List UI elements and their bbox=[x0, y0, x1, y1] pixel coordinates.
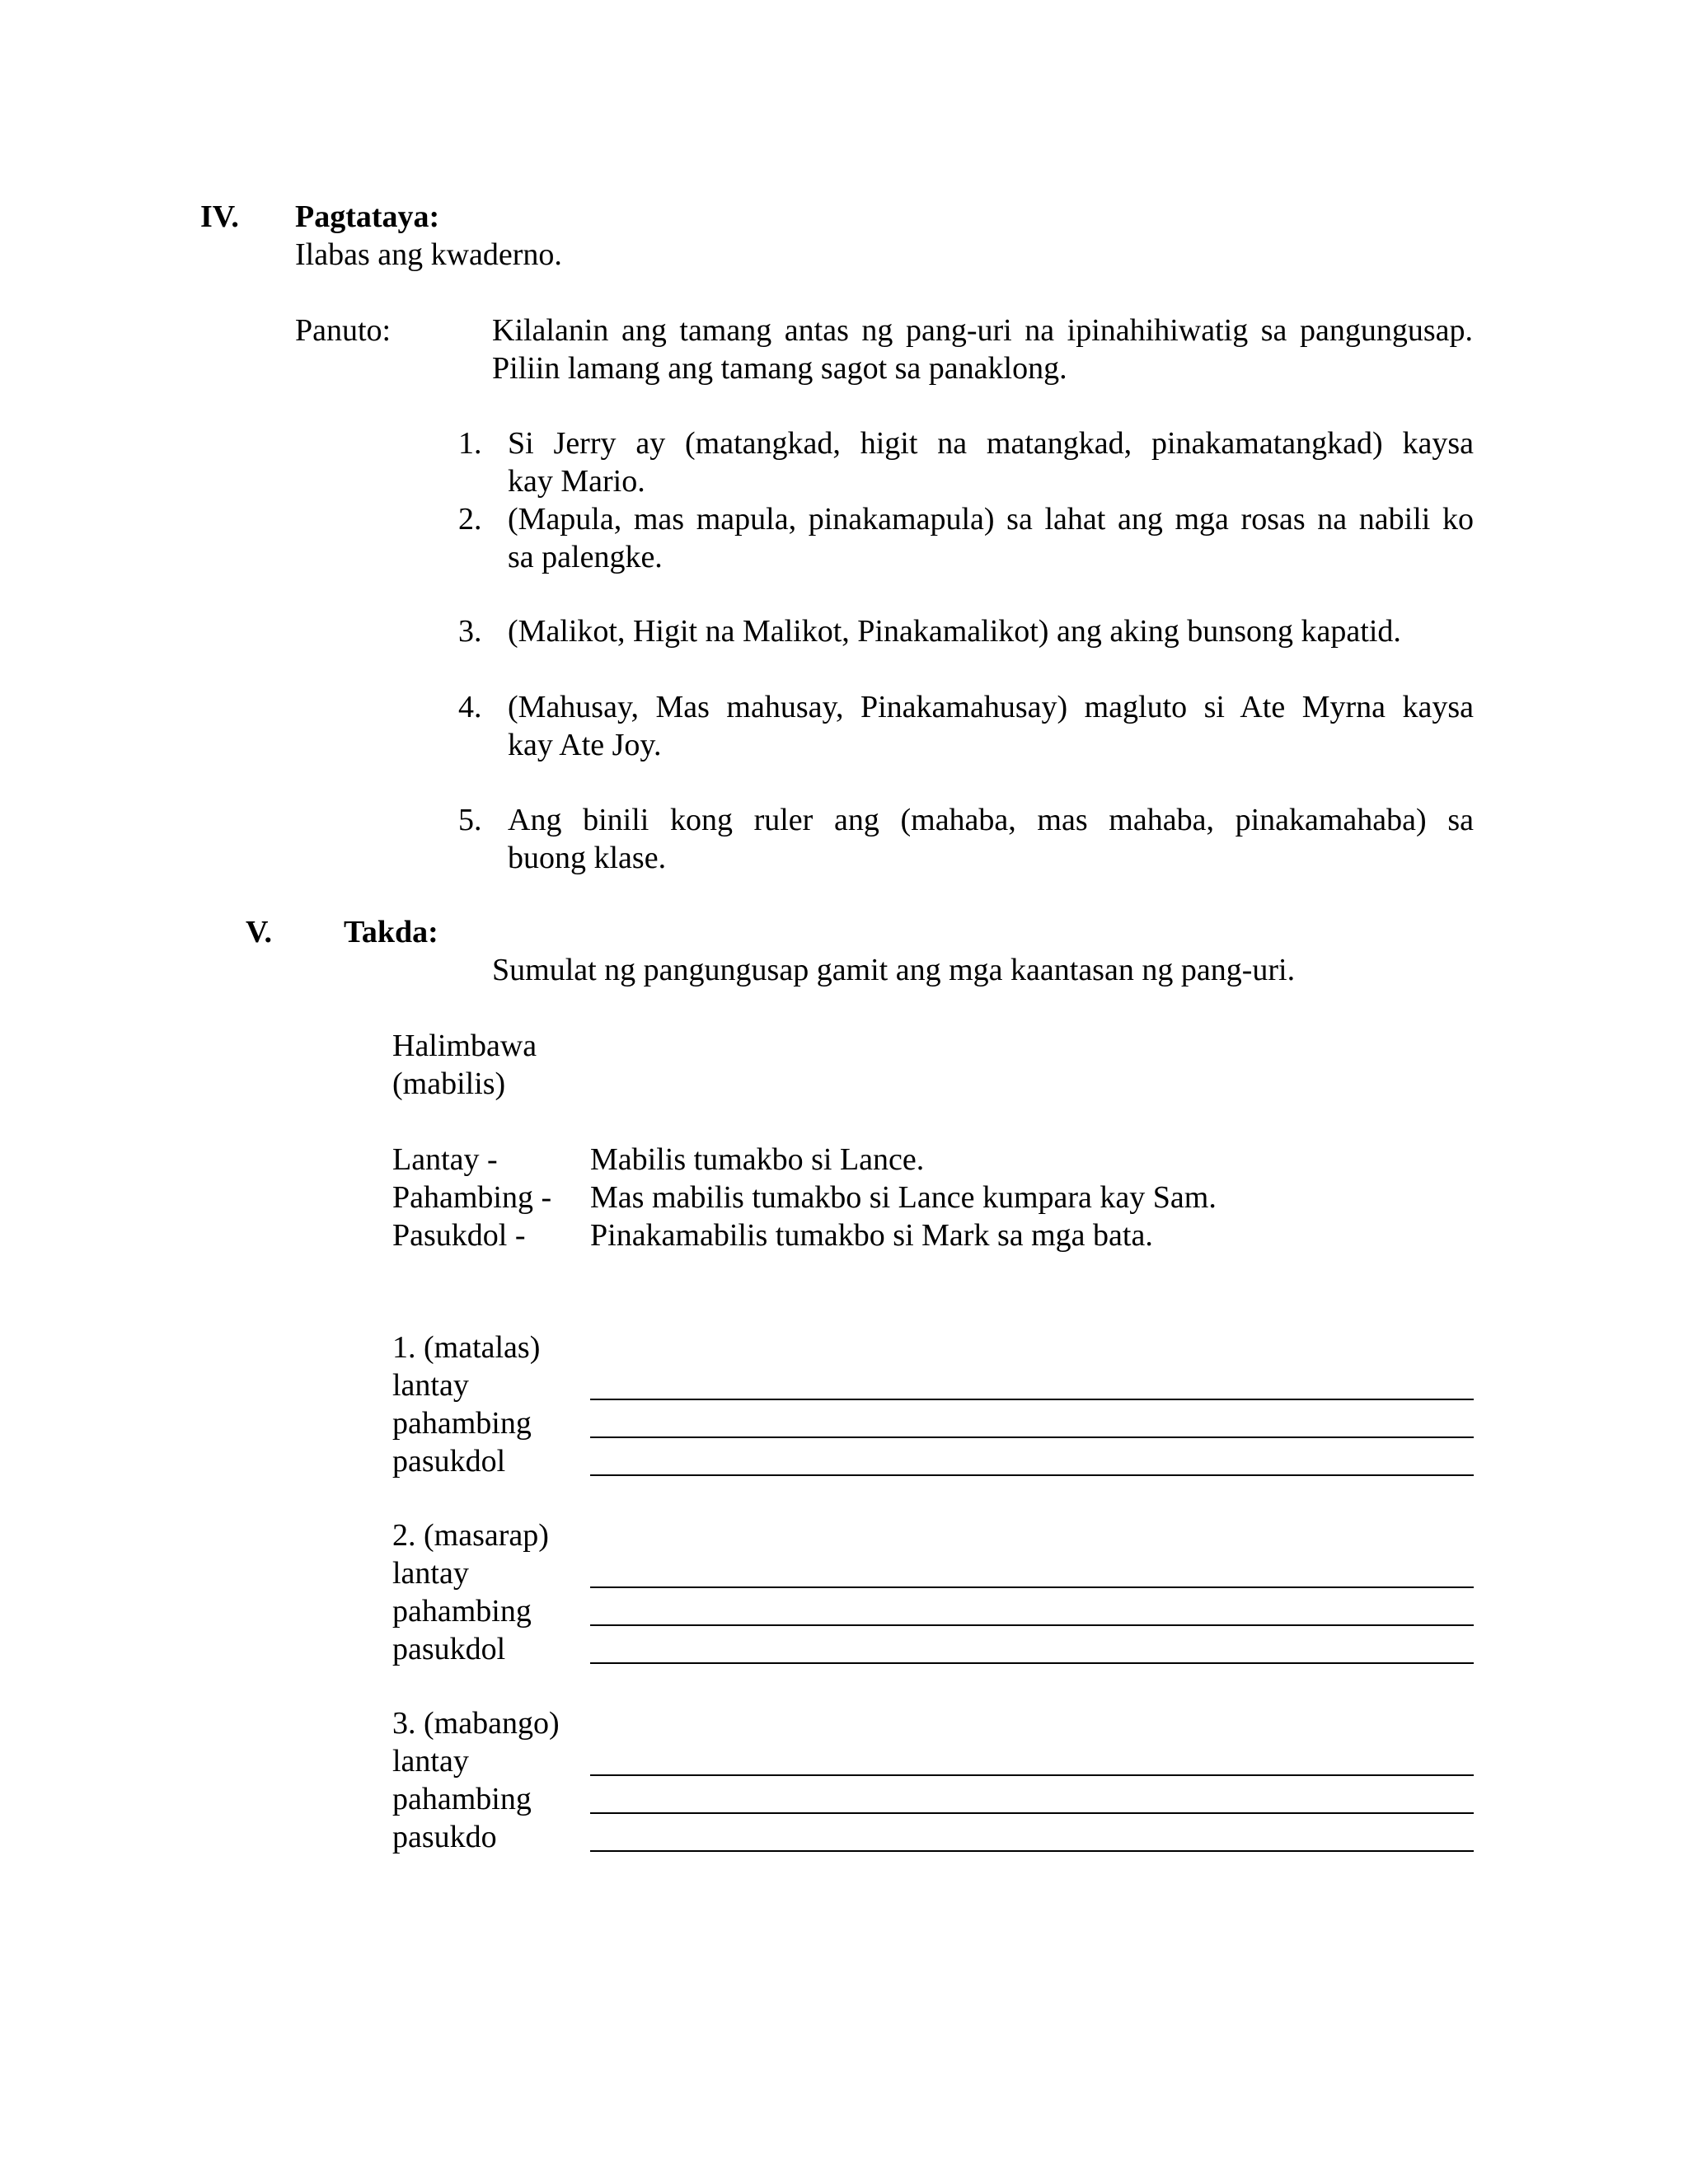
item-4-number: 4. bbox=[458, 690, 482, 724]
item-1-line-1: Si Jerry ay (matangkad, higit na matangkad, pinakamatangkad) kaysa bbox=[508, 426, 1474, 461]
item-4-line-2: kay Ate Joy. bbox=[508, 728, 662, 762]
panuto-line-2: Piliin lamang ang tamang sagot sa panaklong. bbox=[492, 351, 1067, 386]
exercise-2-label-lantay: lantay bbox=[392, 1556, 469, 1591]
item-2-number: 2. bbox=[458, 502, 482, 537]
item-2-line-1: (Mapula, mas mapula, pinakamapula) sa lahat ang mga rosas na nabili ko bbox=[508, 502, 1474, 537]
section-iv-title: Pagtataya: bbox=[295, 199, 440, 234]
exercise-1-answer-line-pasukdol[interactable] bbox=[590, 1474, 1474, 1476]
exercise-2-answer-line-pasukdol[interactable] bbox=[590, 1662, 1474, 1664]
exercise-3-title: 3. (mabango) bbox=[392, 1706, 560, 1741]
exercise-2-label-pahambing: pahambing bbox=[392, 1594, 532, 1629]
exercise-1-label-pasukdol: pasukdol bbox=[392, 1444, 506, 1479]
exercise-2-label-pasukdol: pasukdol bbox=[392, 1632, 506, 1666]
exercise-1-label-pahambing: pahambing bbox=[392, 1406, 532, 1441]
item-1-line-2: kay Mario. bbox=[508, 464, 645, 499]
item-1-number: 1. bbox=[458, 426, 482, 461]
panuto-label: Panuto: bbox=[295, 313, 392, 348]
exercise-3-answer-line-lantay[interactable] bbox=[590, 1774, 1474, 1776]
exercise-2-title: 2. (masarap) bbox=[392, 1518, 549, 1553]
example-sentence-pasukdol: Pinakamabilis tumakbo si Mark sa mga bata. bbox=[590, 1218, 1153, 1253]
example-label-pahambing: Pahambing - bbox=[392, 1180, 552, 1215]
example-sentence-lantay: Mabilis tumakbo si Lance. bbox=[590, 1142, 925, 1177]
example-heading: Halimbawa bbox=[392, 1029, 537, 1063]
section-iv-numeral: IV. bbox=[200, 199, 239, 234]
example-label-lantay: Lantay - bbox=[392, 1142, 498, 1177]
exercise-1-title: 1. (matalas) bbox=[392, 1330, 541, 1365]
item-5-line-1: Ang binili kong ruler ang (mahaba, mas mahaba, pinakamahaba) sa bbox=[508, 803, 1474, 837]
example-word: (mabilis) bbox=[392, 1066, 506, 1101]
item-3-line-1: (Malikot, Higit na Malikot, Pinakamalikot) ang aking bunsong kapatid. bbox=[508, 614, 1401, 649]
item-2-line-2: sa palengke. bbox=[508, 540, 663, 574]
item-5-line-2: buong klase. bbox=[508, 841, 667, 875]
panuto-line-1: Kilalanin ang tamang antas ng pang-uri na ipinahihiwatig sa pangungusap. bbox=[492, 313, 1473, 348]
section-v-title: Takda: bbox=[344, 915, 438, 949]
exercise-3-label-lantay: lantay bbox=[392, 1744, 469, 1779]
exercise-1-answer-line-lantay[interactable] bbox=[590, 1399, 1474, 1400]
example-label-pasukdol: Pasukdol - bbox=[392, 1218, 526, 1253]
exercise-1-label-lantay: lantay bbox=[392, 1368, 469, 1403]
exercise-3-label-pasukdol: pasukdo bbox=[392, 1820, 497, 1854]
exercise-3-answer-line-pahambing[interactable] bbox=[590, 1812, 1474, 1814]
exercise-1-answer-line-pahambing[interactable] bbox=[590, 1436, 1474, 1438]
example-sentence-pahambing: Mas mabilis tumakbo si Lance kumpara kay Sam. bbox=[590, 1180, 1217, 1215]
item-3-number: 3. bbox=[458, 614, 482, 649]
exercise-2-answer-line-pahambing[interactable] bbox=[590, 1624, 1474, 1626]
exercise-3-label-pahambing: pahambing bbox=[392, 1782, 532, 1816]
exercise-2-answer-line-lantay[interactable] bbox=[590, 1586, 1474, 1588]
item-5-number: 5. bbox=[458, 803, 482, 837]
section-iv-instruction: Ilabas ang kwaderno. bbox=[295, 237, 562, 272]
section-v-numeral: V. bbox=[246, 915, 273, 949]
section-v-instruction: Sumulat ng pangungusap gamit ang mga kaantasan ng pang-uri. bbox=[492, 953, 1296, 987]
exercise-3-answer-line-pasukdol[interactable] bbox=[590, 1850, 1474, 1852]
item-4-line-1: (Mahusay, Mas mahusay, Pinakamahusay) magluto si Ate Myrna kaysa bbox=[508, 690, 1474, 724]
